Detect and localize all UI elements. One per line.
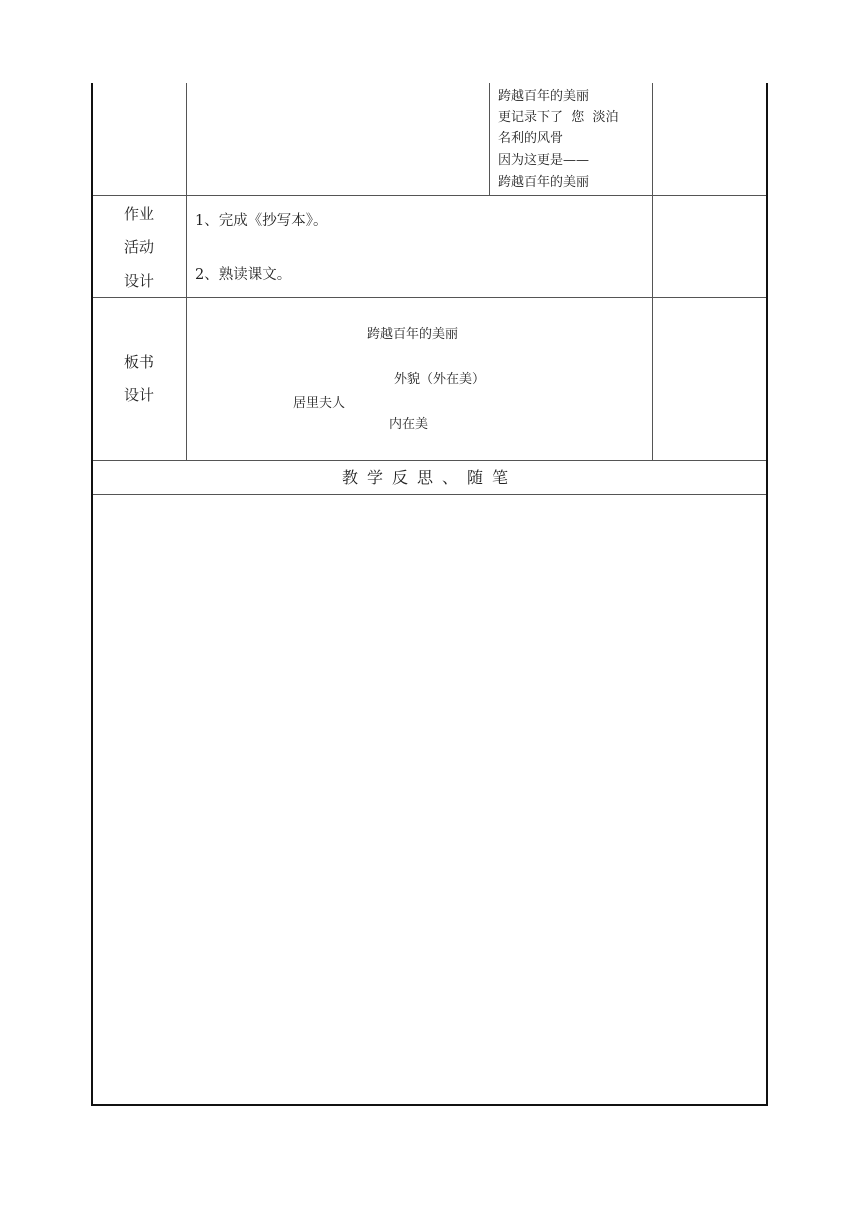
board-person: 居里夫人 (293, 396, 346, 411)
homework-label-line: 设计 (123, 272, 154, 290)
row-divider (93, 460, 766, 461)
board-outer: 外貌（外在美） (394, 372, 486, 387)
poem-line: 更记录下了 您 淡泊 (498, 110, 619, 125)
reflection-area (93, 495, 766, 1103)
homework-label-line: 作业 (123, 205, 154, 223)
reflection-title: 教学反思、随笔 (341, 468, 517, 487)
poem-line: 名利的风骨 (498, 131, 564, 146)
poem-line: 跨越百年的美丽 (498, 89, 590, 104)
board-label-line: 设计 (123, 386, 154, 404)
homework-item: 2、熟读课文。 (195, 267, 292, 283)
homework-item: 1、完成《抄写本》。 (195, 213, 328, 229)
board-label-line: 板书 (123, 353, 154, 371)
column-divider (652, 83, 653, 460)
board-inner: 内在美 (389, 417, 429, 432)
board-title: 跨越百年的美丽 (367, 327, 459, 342)
homework-label-line: 活动 (123, 238, 154, 256)
poem-line: 因为这更是—— (498, 153, 590, 168)
row-divider (93, 195, 766, 196)
column-divider (489, 83, 490, 195)
row-divider (93, 297, 766, 298)
column-divider (186, 83, 187, 460)
poem-line: 跨越百年的美丽 (498, 175, 590, 190)
